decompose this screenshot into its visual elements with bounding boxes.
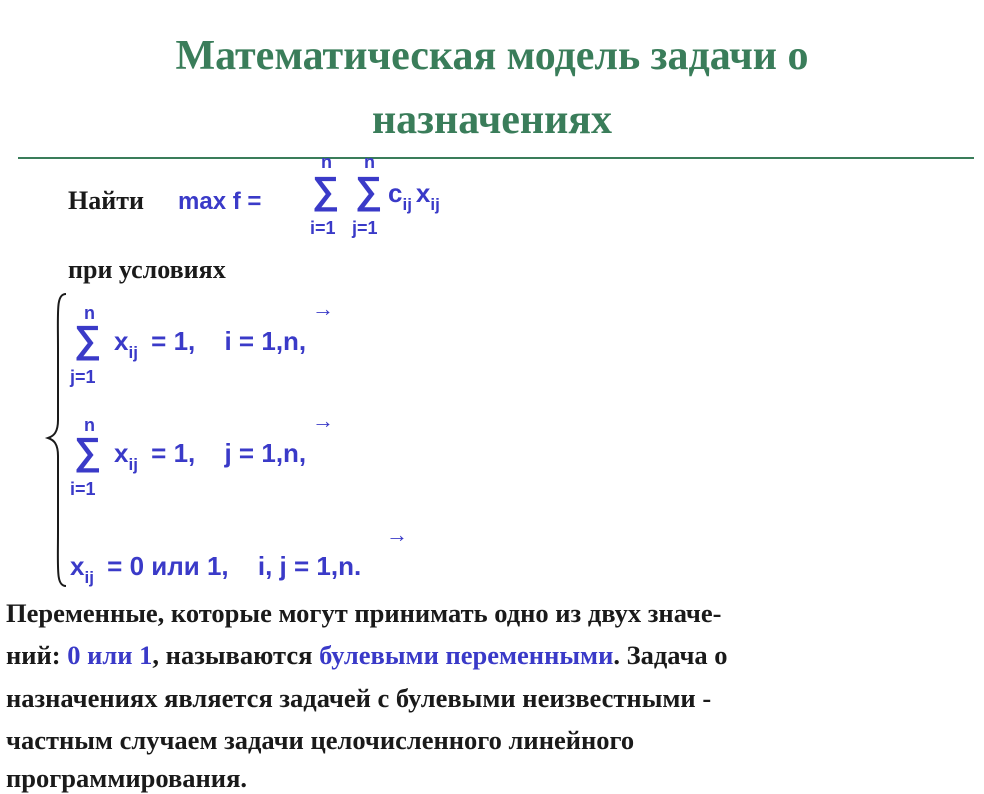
c1-expression <box>114 326 307 362</box>
paragraph-line-5: программирования. <box>6 763 248 793</box>
c2-sum-symbol: ∑ <box>74 431 102 473</box>
sum-2-symbol: ∑ <box>355 170 383 212</box>
sum-2-lower: j=1 <box>352 218 378 238</box>
c2-var: x <box>114 438 129 468</box>
p2-boolean-vars: булевыми переменными <box>319 640 614 670</box>
c2-sum-upper: n <box>84 415 95 435</box>
c1-index: ij <box>128 343 138 362</box>
objective-lhs: max f = <box>178 188 262 215</box>
c1-sum-upper: n <box>84 303 95 323</box>
c2-arrow-icon: → <box>312 408 334 433</box>
c3-expression <box>70 551 362 587</box>
paragraph-line-1: Переменные, которые могут принимать одно из двух значе- <box>6 598 722 628</box>
c1-range-end: ,n, <box>275 326 307 356</box>
sum-1-symbol: ∑ <box>312 170 340 212</box>
conditions-label: при условиях <box>68 255 226 284</box>
objective-label: Найти <box>68 186 144 215</box>
c2-range-end: ,n, <box>275 438 307 468</box>
c1-var: x <box>114 326 129 356</box>
p2-e: . Задача о <box>613 640 728 670</box>
c2-eq: = 1, <box>151 438 196 468</box>
page-title-line-1: Математическая модель задачи о <box>175 33 809 79</box>
p2-c: , называются <box>152 640 313 670</box>
paragraph-line-3: назначениях является задачей с булевыми неизвестными - <box>6 683 712 713</box>
c3-eq: = 0 или 1, <box>107 551 229 581</box>
c2-range-var: j = 1 <box>224 438 276 468</box>
c1-sum-lower: j=1 <box>70 367 96 387</box>
c1-eq: = 1, <box>151 326 196 356</box>
coef-c-index: ij <box>402 195 412 214</box>
c2-index: ij <box>128 455 138 474</box>
c3-index: ij <box>84 568 94 587</box>
c3-range-var: i, j = 1 <box>257 551 331 581</box>
c3-range-end: ,n. <box>330 551 362 581</box>
var-x-index: ij <box>430 195 440 214</box>
page-title-line-2: назначениях <box>371 97 613 143</box>
c1-sum-symbol: ∑ <box>74 319 102 361</box>
c3-arrow-icon: → <box>386 522 408 547</box>
c2-expression <box>114 438 307 474</box>
sum-2-upper: n <box>364 152 375 172</box>
title-divider <box>18 157 974 159</box>
paragraph-line-2 <box>6 640 728 671</box>
p2-zero-or-one: 0 или 1 <box>67 640 153 670</box>
objective-term <box>388 178 440 214</box>
var-x: x <box>415 178 431 208</box>
coef-c: c <box>388 178 403 208</box>
sum-1-lower: i=1 <box>310 218 336 238</box>
constraint-brace <box>44 290 74 590</box>
c2-sum-lower: i=1 <box>70 479 96 499</box>
c1-arrow-icon: → <box>312 296 334 321</box>
paragraph-line-4: частным случаем задачи целочисленного линейного <box>6 725 635 755</box>
sum-1-upper: n <box>321 152 332 172</box>
p2-a: ний: <box>6 640 61 670</box>
c3-var: x <box>70 551 85 581</box>
c1-range-var: i = 1 <box>224 326 276 356</box>
